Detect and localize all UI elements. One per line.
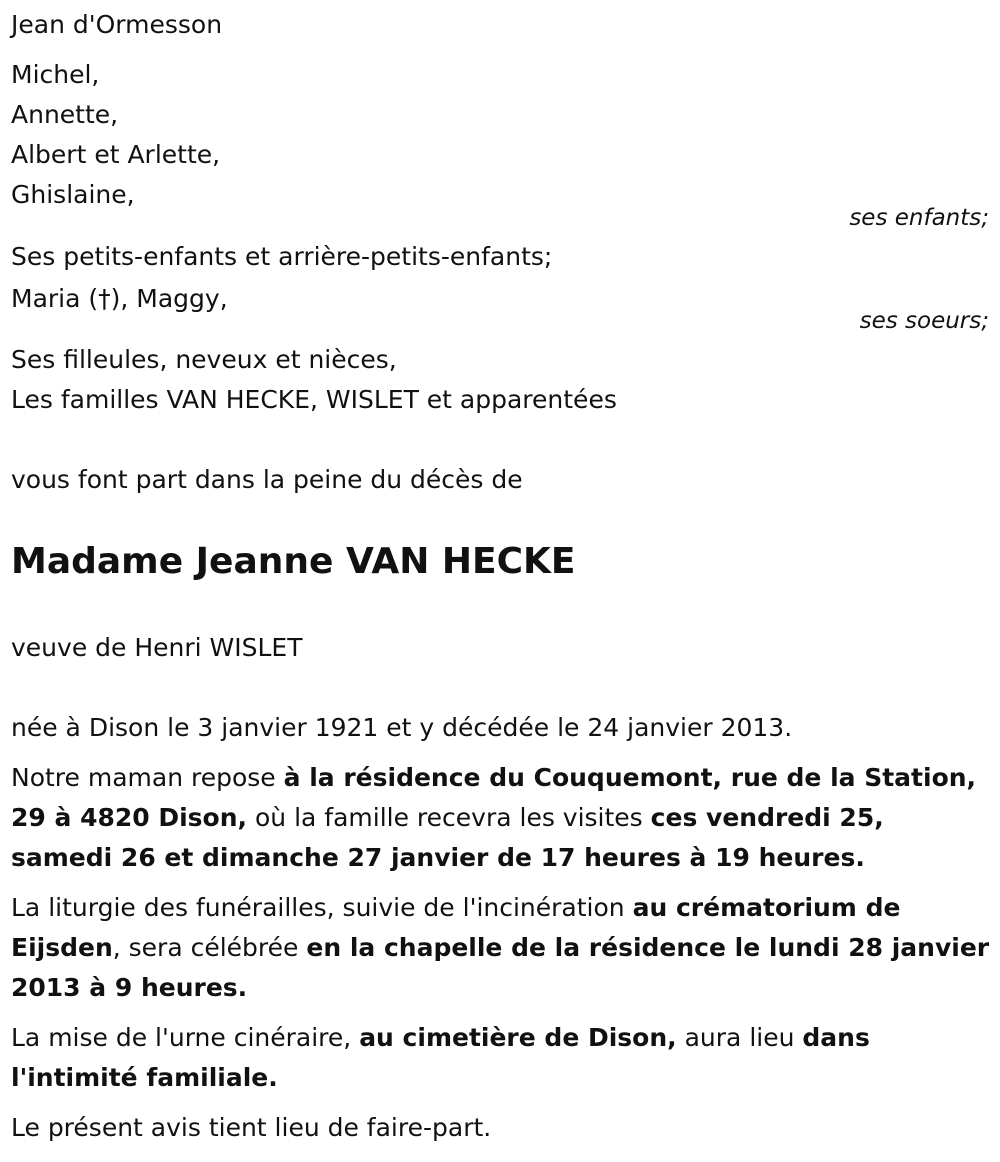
children-label: ses enfants;	[849, 205, 989, 231]
intimacy: dans l'intimité familiale.	[11, 1023, 870, 1092]
urn-paragraph	[11, 1018, 990, 1098]
visitation-dates: ces vendredi 25, samedi 26 et dimanche 27 janvier de 17 heures à 19 heures.	[11, 803, 884, 872]
families-line: Les familles VAN HECKE, WISLET et apparentées	[11, 385, 617, 414]
children-list	[11, 55, 220, 215]
visitation-text: où la famille recevra les visites	[247, 803, 651, 832]
announce-line: vous font part dans la peine du décès de	[11, 465, 523, 494]
crematorium: au crématorium de Eijsden	[11, 893, 901, 962]
sisters-line: Maria (†), Maggy,	[11, 284, 228, 313]
sisters-label: ses soeurs;	[859, 308, 989, 334]
visitation-paragraph	[11, 758, 990, 878]
liturgy-text: La liturgie des funérailles, suivie de l'incinération	[11, 893, 633, 922]
liturgy-paragraph	[11, 888, 990, 1008]
visitation-text: Notre maman repose	[11, 763, 284, 792]
liturgy-place-date: en la chapelle de la résidence le lundi 28 janvier 2013 à 9 heures.	[11, 933, 990, 1002]
deceased-name: Madame Jeanne VAN HECKE	[11, 541, 576, 582]
birth-death-line: née à Dison le 3 janvier 1921 et y décédée le 24 janvier 2013.	[11, 713, 793, 742]
closing-line: Le présent avis tient lieu de faire-part.	[11, 1113, 492, 1142]
child-name: Albert et Arlette,	[11, 140, 221, 169]
child-name: Annette,	[11, 100, 119, 129]
grandchildren-line: Ses petits-enfants et arrière-petits-enfants;	[11, 242, 553, 271]
urn-text: La mise de l'urne cinéraire,	[11, 1023, 360, 1052]
cemetery: au cimetière de Dison,	[359, 1023, 677, 1052]
liturgy-text: , sera célébrée	[112, 933, 307, 962]
urn-text: aura lieu	[676, 1023, 803, 1052]
godchildren-line: Ses filleules, neveux et nièces,	[11, 345, 397, 374]
widow-of-line: veuve de Henri WISLET	[11, 633, 303, 662]
child-name: Michel,	[11, 60, 100, 89]
visitation-place: à la résidence du Couquemont, rue de la Station, 29 à 4820 Dison,	[11, 763, 977, 832]
intro-line: Jean d'Ormesson	[11, 10, 223, 39]
child-name: Ghislaine,	[11, 180, 135, 209]
